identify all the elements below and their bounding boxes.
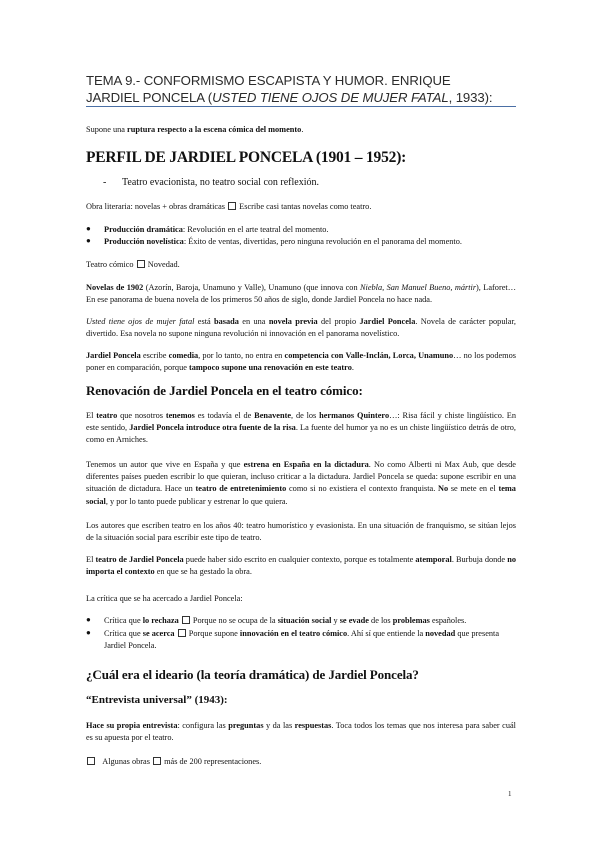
heading-ideario: ¿Cuál era el ideario (la teoría dramática) de Jardiel Poncela? [86,667,419,682]
bullet-icon: ● [86,628,91,637]
teatro-paragraph: El teatro que nosotros tenemos es todavía el de Benavente, de los hermanos Quintero…: Risa fácil y chiste lingüístico. En este sentido, Jardiel Poncela introduce otra fuente de la risa. La fuente del humor ya no es un chiste lingüístico detrás de otro, como en Arniches. [86,411,516,445]
bullet-item: Producción dramática: Revolución en el arte teatral del momento. [104,225,329,234]
checkbox-icon [87,757,95,765]
arrow-box-icon [137,260,145,268]
arrow-box-icon [182,616,190,624]
page-number: 1 [508,790,512,798]
heading-perfil: PERFIL DE JARDIEL PONCELA (1901 – 1952): [86,149,407,166]
heading-renovacion: Renovación de Jardiel Poncela en el teatro cómico: [86,383,363,398]
usted-paragraph: Usted tiene ojos de mujer fatal está basada en una novela previa del propio Jardiel Poncela. Novela de carácter popular, divertido. Esa novela no supone ninguna revolución ni innovación en el panorama novelístico. [86,317,516,339]
last-list-item: Algunas obras más de 200 representaciones. [86,756,516,768]
teatro-comico-paragraph: Teatro cómico Novedad. [86,260,180,269]
autor-paragraph: Tenemos un autor que vive en España y que estrena en España en la dictadura. No como Alberti ni Max Aub, que desde diferentes países pueden escribir lo que quieran, incluso criticar a la dictadura. Jardiel Poncela se queda: supone escribir en una situación de dictadura. Hace un teatro de entretenimiento como si no existiera el contexto franquista. No se mete en el tema social, y por lo tanto puede publicar y estrenar lo que quiera. [86,460,516,506]
critica-paragraph: La crítica que se ha acercado a Jardiel Poncela: [86,594,243,603]
intro-paragraph: Supone una ruptura respecto a la escena cómica del momento. [86,125,304,134]
bullet-icon: ● [86,615,91,624]
title-line-2: JARDIEL PONCELA (USTED TIENE OJOS DE MUJER FATAL, 1933): [86,90,493,105]
heading-entrevista: “Entrevista universal” (1943): [86,694,228,706]
arrow-box-icon [228,202,236,210]
dash-marker: - [103,177,107,188]
arrow-box-icon [153,757,161,765]
autores-paragraph: Los autores que escriben teatro en los años 40: teatro humorístico y evasionista. En una situación de franquismo, se sitúan lejos de la situación social para escribir este tipo de teatro. [86,521,516,543]
bullet-item: Producción novelística: Éxito de ventas, divertidas, pero ninguna revolución en el panorama del momento. [104,237,462,246]
title-line-1: TEMA 9.- CONFORMISMO ESCAPISTA Y HUMOR. ENRIQUE [86,73,451,88]
bullet-icon: ● [86,236,91,245]
jardiel-paragraph: Jardiel Poncela escribe comedia, por lo tanto, no entra en competencia con Valle-Inclán, Lorca, Unamuno… no los podemos poner en comparación, porque tampoco supone una renovación en este teatro. [86,351,516,373]
document-title [86,72,516,106]
obra-paragraph: Obra literaria: novelas + obras dramáticas Escribe casi tantas novelas como teatro. [86,202,372,211]
novelas-paragraph: Novelas de 1902 (Azorín, Baroja, Unamuno y Valle), Unamuno (que innova con Niebla, San Manuel Bueno, mártir), Laforet… En ese panorama de buena novela de los primeros 50 años de siglo, donde Jardiel Poncela no hace nada. [86,283,516,305]
title-underline [86,106,516,107]
bullet-icon: ● [86,224,91,233]
critica-item-acerca: Crítica que se acerca Porque supone innovación en el teatro cómico. Ahí sí que entiende la novedad que presenta Jardiel Poncela. [104,629,500,651]
entrevista-paragraph: Hace su propia entrevista: configura las preguntas y da las respuestas. Toca todos los temas que nos interesa para saber cuál es su apuesta por el teatro. [86,721,516,743]
critica-item-rechaza: Crítica que lo rechaza Porque no se ocupa de la situación social y se evade de los problemas españoles. [104,616,467,625]
atemporal-paragraph: El teatro de Jardiel Poncela puede haber sido escrito en cualquier contexto, porque es totalmente atemporal. Burbuja donde no importa el contexto en que se ha gestado la obra. [86,555,516,577]
dash-item-text: Teatro evacionista, no teatro social con reflexión. [122,177,319,188]
arrow-box-icon [178,629,186,637]
